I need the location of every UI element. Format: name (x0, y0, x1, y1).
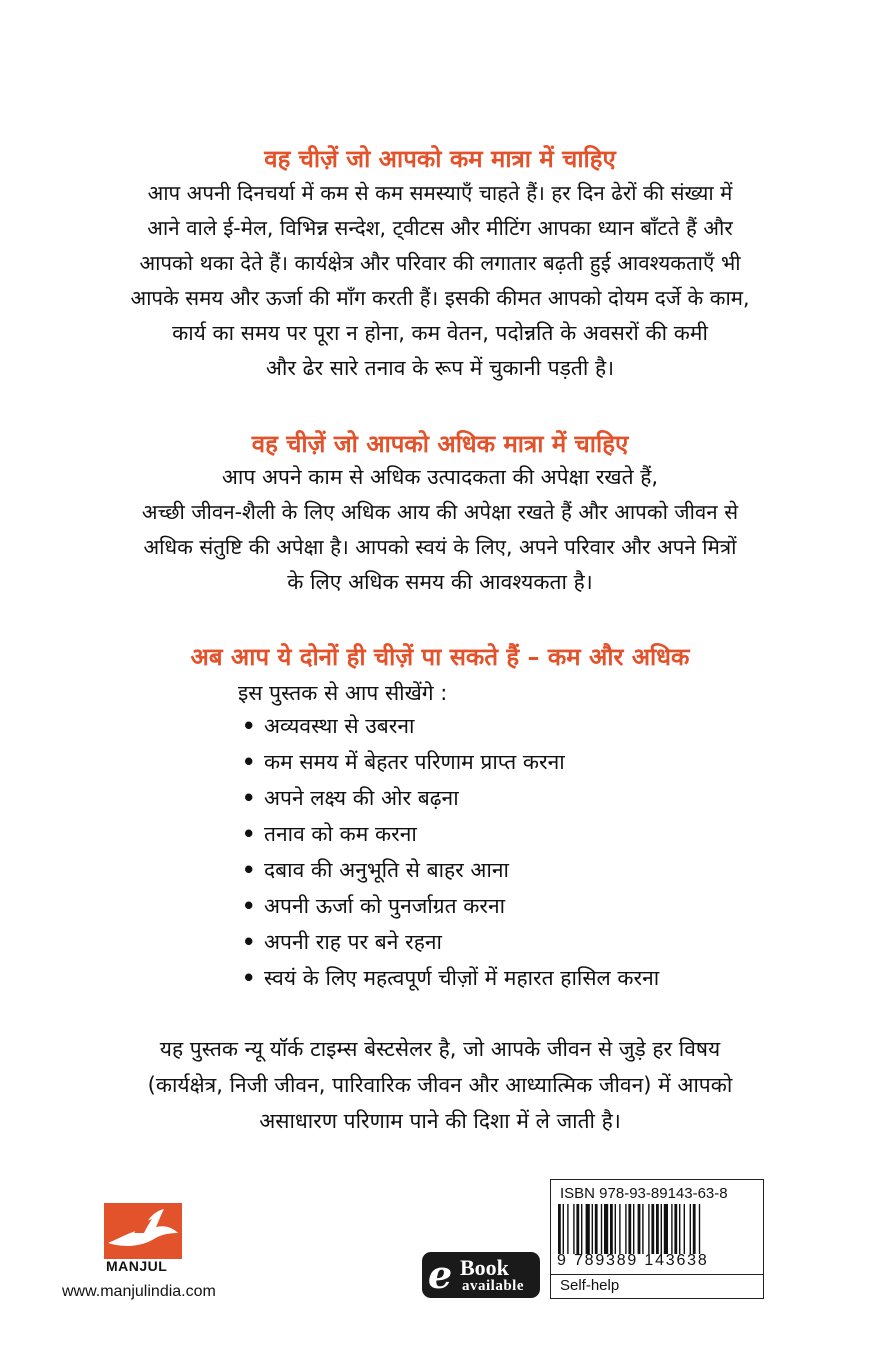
barcode-stripe (567, 1204, 568, 1254)
section2-paragraph (40, 460, 840, 600)
section2-heading: वह चीज़ें जो आपको अधिक मात्रा में चाहिए (251, 430, 629, 458)
barcode-stripe (558, 1204, 561, 1254)
barcode-stripe (651, 1204, 654, 1254)
list-item-text: अपनी ऊर्जा को पुनर्जाग्रत करना (264, 894, 506, 918)
section1-line: आप अपनी दिनचर्या में कम से कम समस्याएँ चाहते हैं। हर दिन ढेरों की संख्या में (147, 181, 733, 205)
section2-line: आप अपने काम से अधिक उत्पादकता की अपेक्षा रखते हैं, (221, 465, 659, 489)
section2-line: अच्छी जीवन-शैली के लिए अधिक आय की अपेक्षा रखते हैं और आपको जीवन से (141, 500, 739, 524)
bullet-icon: • (242, 966, 256, 990)
list-item-text: कम समय में बेहतर परिणाम प्राप्त करना (264, 750, 565, 774)
section1-line: आपके समय और ऊर्जा की माँग करती हैं। इसकी कीमत आपको दोयम दर्जे के काम, (130, 286, 750, 310)
section1-line: आने वाले ई-मेल, विभिन्न सन्देश, ट्वीटस और मीटिंग आपका ध्यान बाँटते हैं और (147, 216, 733, 240)
barcode-stripe (693, 1204, 696, 1254)
list-item-text: तनाव को कम करना (264, 822, 417, 846)
barcode-stripe (619, 1204, 620, 1254)
closing-line: असाधारण परिणाम पाने की दिशा में ले जाती है। (259, 1109, 621, 1133)
section1-line: आपको थका देते हैं। कार्यक्षेत्र और परिवार की लगातार बढ़ती हुई आवश्यकताएँ भी (139, 251, 741, 275)
barcode-stripe (684, 1204, 685, 1254)
ebook-book-text: Book (460, 1255, 509, 1280)
barcode-stripe (648, 1204, 649, 1254)
isbn-digits: 9 789389 143638 (557, 1252, 709, 1269)
bullet-icon: • (242, 858, 256, 882)
list-item (242, 852, 659, 888)
barcode-divider (551, 1274, 763, 1275)
ebook-e-glyph: e (428, 1252, 453, 1297)
barcode-stripe (642, 1204, 643, 1254)
list-item (242, 888, 659, 924)
ebook-available-text: available (462, 1278, 525, 1294)
list-item-text: अपने लक्ष्य की ओर बढ़ना (264, 786, 459, 810)
list-item-text: अव्यवस्था से उबरना (264, 714, 415, 738)
section1-line: और ढेर सारे तनाव के रूप में चुकानी पड़ती है। (265, 356, 615, 380)
list-item-text: अपनी राह पर बने रहना (264, 930, 442, 954)
bullet-icon: • (242, 714, 256, 738)
book-category: Self-help (560, 1277, 620, 1294)
barcode-stripe (674, 1204, 677, 1254)
section1-heading: वह चीज़ें जो आपको कम मात्रा में चाहिए (264, 145, 616, 173)
barcode-stripe (633, 1204, 634, 1254)
manjul-bird-logo-icon (104, 1203, 182, 1259)
list-item (242, 924, 659, 960)
bullet-icon: • (242, 750, 256, 774)
isbn-barcode-box (550, 1179, 764, 1299)
barcode-stripe (671, 1204, 672, 1254)
list-item (242, 960, 659, 996)
list-item (242, 780, 659, 816)
ebook-available-badge (422, 1252, 540, 1298)
barcode-stripe (586, 1204, 590, 1254)
publisher-name: MANJUL (106, 1258, 168, 1274)
barcode-stripe (656, 1204, 659, 1254)
publisher-website[interactable]: www.manjulindia.com (62, 1283, 216, 1300)
barcode-stripe (592, 1204, 593, 1254)
barcode-stripe (604, 1204, 608, 1254)
bullet-icon: • (242, 930, 256, 954)
barcode-stripe (595, 1204, 598, 1254)
section2-line: अधिक संतुष्टि की अपेक्षा है। आपको स्वयं के लिए, अपने परिवार और अपने मित्रों (143, 535, 737, 559)
section1-line: कार्य का समय पर पूरा न होना, कम वेतन, पदोन्नति के अवसरों की कमी (172, 321, 708, 345)
barcode-stripe (610, 1204, 613, 1254)
barcode-stripe (690, 1204, 691, 1254)
list-item-text: दबाव की अनुभूति से बाहर आना (264, 858, 509, 882)
barcode-stripe (664, 1204, 668, 1254)
learning-list (242, 708, 659, 996)
section2-line: के लिए अधिक समय की आवश्यकता है। (287, 570, 593, 594)
list-item (242, 744, 659, 780)
section1-paragraph (40, 176, 840, 386)
bullet-icon: • (242, 786, 256, 810)
barcode-stripe (573, 1204, 574, 1254)
barcode-stripe (638, 1204, 641, 1254)
barcode-stripe (625, 1204, 626, 1254)
barcode-stripe (679, 1204, 680, 1254)
barcode-stripe (699, 1204, 700, 1254)
barcode-stripe (576, 1204, 579, 1254)
list-item (242, 816, 659, 852)
closing-paragraph (40, 1031, 840, 1139)
isbn-label: ISBN 978-93-89143-63-8 (560, 1185, 728, 1202)
barcode-stripe (661, 1204, 662, 1254)
barcode-stripe (628, 1204, 631, 1254)
bullet-icon: • (242, 894, 256, 918)
closing-line: (कार्यक्षेत्र, निजी जीवन, पारिवारिक जीवन और आध्यात्मिक जीवन) में आपको (147, 1073, 733, 1097)
barcode-stripe (601, 1204, 602, 1254)
learn-intro: इस पुस्तक से आप सीखेंगे : (238, 681, 448, 705)
list-item (242, 708, 659, 744)
barcode-stripe (615, 1204, 616, 1254)
closing-line: यह पुस्तक न्यू यॉर्क टाइम्स बेस्टसेलर है, जो आपके जीवन से जुड़े हर विषय (159, 1037, 721, 1061)
list-item-text: स्वयं के लिए महत्वपूर्ण चीज़ों में महारत हासिल करना (264, 966, 660, 990)
bullet-icon: • (242, 822, 256, 846)
barcode-stripe (581, 1204, 582, 1254)
barcode-stripe (563, 1204, 564, 1254)
section3-heading: अब आप ये दोनों ही चीज़ें पा सकते हैं – कम और अधिक (190, 643, 690, 671)
barcode-icon (557, 1204, 755, 1254)
